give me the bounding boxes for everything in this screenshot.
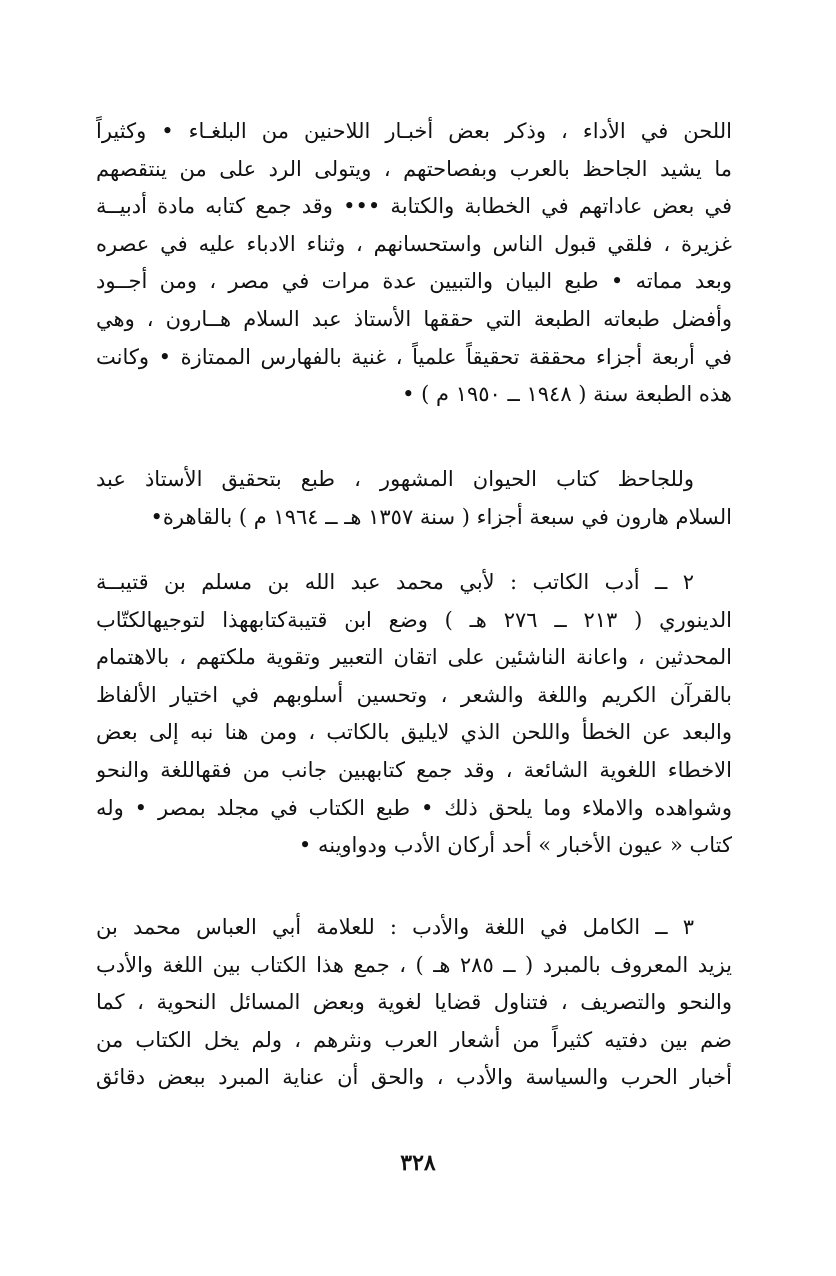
text-line: والنحو والتصريف ، فتناول قضايا لغوية وبعض المسائل النحوية ، كما xyxy=(96,990,732,1015)
text-line: هذه الطبعة سنة ( ١٩٤٨ ــ ١٩٥٠ م ) • xyxy=(402,382,732,407)
paragraph-hayawan xyxy=(96,461,732,536)
text-line: الدينوري ( ٢١٣ ــ ٢٧٦ هـ ) وضع ابن قتيبةكتابههذا لتوجيهالكتّاب xyxy=(96,607,732,632)
text-line: المحدثين ، واعانة الناشئين على اتقان التعبير وتقوية ملكتهم ، بالاهتمام xyxy=(96,645,732,670)
text-line: السلام هارون في سبعة أجزاء ( سنة ١٣٥٧ هـ ــ ١٩٦٤ م ) بالقاهرة• xyxy=(150,504,732,529)
text-line: غزيرة ، فلقي قبول الناس واستحسانهم ، وثناء الادباء عليه في عصره xyxy=(96,231,732,256)
text-line: بالقرآن الكريم واللغة والشعر ، وتحسين أسلوبهم في اختيار الألفاظ xyxy=(96,682,732,707)
text-line: في بعض عاداتهم في الخطابة والكتابة ••• وقد جمع كتابه مادة أدبيــة xyxy=(96,194,732,219)
text-line: اللحن في الأداء ، وذكر بعض أخبـار اللاحنين من البلغـاء • وكثيراً xyxy=(96,119,732,143)
text-line: وللجاحظ كتاب الحيوان المشهور ، طبع بتحقيق الأستاذ عبد xyxy=(96,467,694,491)
text-line: ما يشيد الجاحظ بالعرب وبفصاحتهم ، ويتولى الرد على من ينتقصهم xyxy=(96,156,732,181)
text-line: الاخطاء اللغوية الشائعة ، وقد جمع كتابهبين جانب من فقهاللغة والنحو xyxy=(96,757,732,782)
page-number: ٣٢٨ xyxy=(400,1150,436,1176)
text-line: وأفضل طبعاته الطبعة التي حققها الأستاذ عبد السلام هــارون ، وهي xyxy=(96,306,732,331)
paragraph-adab-al-katib xyxy=(96,564,732,865)
paragraph-bayan-tabyin xyxy=(96,113,732,414)
text-line: يزيد المعروف بالمبرد ( ــ ٢٨٥ هـ ) ، جمع هذا الكتاب بين اللغة والأدب xyxy=(96,952,732,977)
text-line: وبعد مماته • طبع البيان والتبيين عدة مرات في مصر ، ومن أجــود xyxy=(96,269,732,294)
text-line: وشواهده والاملاء وما يلحق ذلك • طبع الكتاب في مجلد بمصر • وله xyxy=(96,795,732,820)
text-line: ٣ ــ الكامل في اللغة والأدب : للعلامة أبي العباس محمد بن xyxy=(96,915,694,939)
text-line: في أربعة أجزاء محققة تحقيقاً علمياً ، غنية بالفهارس الممتازة • وكانت xyxy=(96,344,732,369)
text-line: أخبار الحرب والسياسة والأدب ، والحق أن عناية المبرد ببعض دقائق xyxy=(96,1065,732,1090)
paragraph-al-kamil xyxy=(96,909,732,1097)
text-line: والبعد عن الخطأ واللحن الذي لايليق بالكاتب ، ومن هنا نبه إلى بعض xyxy=(96,720,732,745)
text-line: ضم بين دفتيه كثيراً من أشعار العرب ونثرهم ، ولم يخل الكتاب من xyxy=(96,1027,732,1052)
text-line: كتاب « عيون الأخبار » أحد أركان الأدب ودواوينه • xyxy=(298,833,732,858)
text-line: ٢ ــ أدب الكاتب : لأبي محمد عبد الله بن مسلم بن قتيبــة xyxy=(96,570,694,594)
